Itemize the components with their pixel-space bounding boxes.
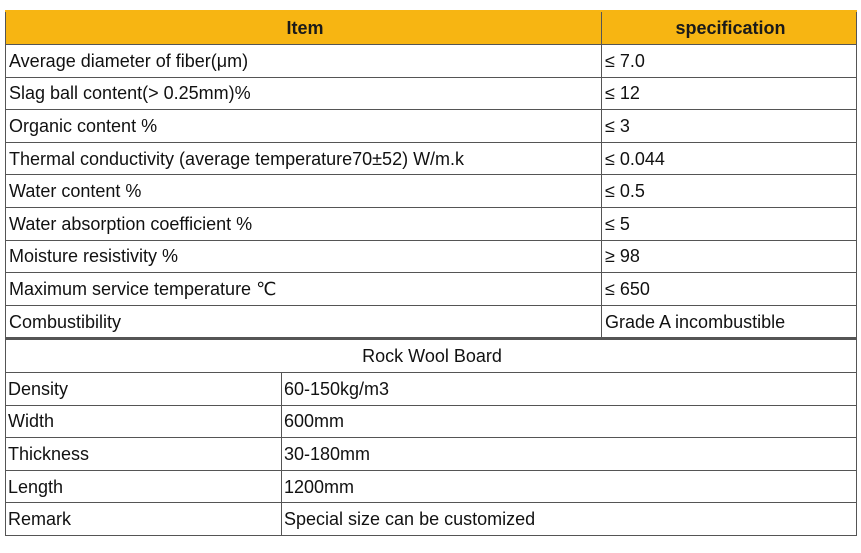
board-value: 60-150kg/m3	[282, 372, 857, 405]
section-title: Rock Wool Board	[6, 339, 857, 372]
table-row	[6, 110, 857, 143]
row-spec: ≥ 98	[602, 240, 857, 273]
table-row	[6, 77, 857, 110]
row-spec: ≤ 5	[602, 207, 857, 240]
row-spec: ≤ 0.5	[602, 175, 857, 208]
row-item: Slag ball content(> 0.25mm)%	[6, 77, 602, 110]
board-label: Width	[6, 405, 282, 438]
table-row	[6, 503, 857, 536]
row-item: Organic content %	[6, 110, 602, 143]
row-item: Water absorption coefficient %	[6, 207, 602, 240]
board-value: 30-180mm	[282, 438, 857, 471]
section-title-row	[6, 339, 857, 372]
row-spec: ≤ 12	[602, 77, 857, 110]
board-label: Density	[6, 372, 282, 405]
row-spec: ≤ 3	[602, 110, 857, 143]
row-spec: ≤ 0.044	[602, 142, 857, 175]
row-item: Thermal conductivity (average temperature70±52) W/m.k	[6, 142, 602, 175]
table-row	[6, 305, 857, 338]
specification-table	[5, 10, 857, 338]
table-row	[6, 207, 857, 240]
board-label: Length	[6, 470, 282, 503]
row-item: Water content %	[6, 175, 602, 208]
row-item: Moisture resistivity %	[6, 240, 602, 273]
board-value: Special size can be customized	[282, 503, 857, 536]
row-item: Maximum service temperature ℃	[6, 273, 602, 306]
row-item: Average diameter of fiber(μm)	[6, 45, 602, 78]
table-row	[6, 273, 857, 306]
table-row	[6, 438, 857, 471]
table-row	[6, 175, 857, 208]
board-value: 600mm	[282, 405, 857, 438]
board-label: Remark	[6, 503, 282, 536]
row-item: Combustibility	[6, 305, 602, 338]
header-item: Item	[6, 11, 602, 45]
table-row	[6, 372, 857, 405]
table-row	[6, 470, 857, 503]
spec-sheet	[5, 10, 856, 536]
rock-wool-board-table	[5, 338, 857, 536]
row-spec: ≤ 7.0	[602, 45, 857, 78]
table-row	[6, 405, 857, 438]
table-row	[6, 142, 857, 175]
board-label: Thickness	[6, 438, 282, 471]
row-spec: Grade A incombustible	[602, 305, 857, 338]
header-row	[6, 11, 857, 45]
header-specification: specification	[602, 11, 857, 45]
table-row	[6, 240, 857, 273]
table-row	[6, 45, 857, 78]
board-value: 1200mm	[282, 470, 857, 503]
row-spec: ≤ 650	[602, 273, 857, 306]
